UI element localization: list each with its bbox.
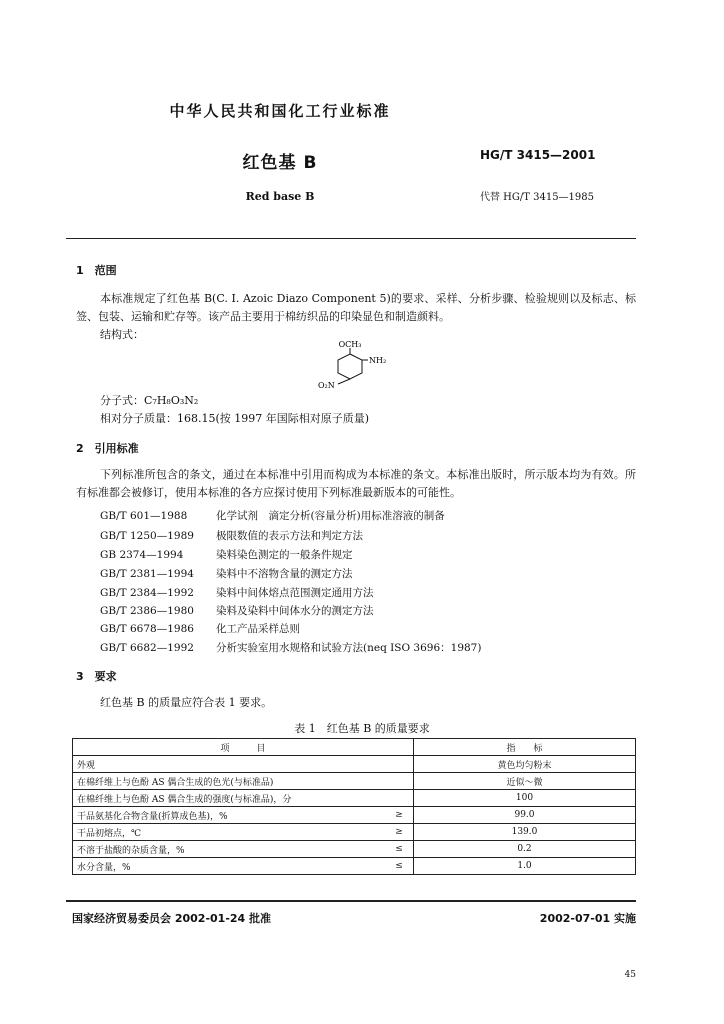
reference-title: 染料中不溶物含量的测定方法 <box>216 568 353 580</box>
table-cell-value: 黄色均匀粉末 <box>414 756 636 773</box>
table-cell-operator <box>385 756 414 773</box>
section-3-heading: 3 要求 <box>76 670 117 683</box>
standard-title: 中华人民共和国化工行业标准 <box>169 102 391 120</box>
reference-title: 分析实验室用水规格和试验方法(neq ISO 3696：1987) <box>216 642 482 654</box>
no2-bond <box>338 379 350 384</box>
table-cell-item: 干品氨基化合物含量(折算成色基)，% <box>73 807 386 824</box>
standard-code: HG/T 3415—2001 <box>480 148 596 162</box>
table-row <box>73 790 636 807</box>
reference-code: GB/T 6678—1986 <box>100 623 194 635</box>
no2-group: O₂N <box>318 381 335 390</box>
reference-item <box>100 621 300 636</box>
quality-table <box>72 738 636 875</box>
section-1-paragraph: 本标准规定了红色基 B(C. I. Azoic Diazo Component 5)的要求、采样、分析步骤、检验规则以及标志、标签、包装、运输和贮存等。该产品主要用于棉纺织品的印染显色和制造颜料。 <box>76 292 636 323</box>
table-cell-value: 100 <box>414 790 636 807</box>
table-row <box>73 807 636 824</box>
table-cell-operator <box>385 790 414 807</box>
reference-code: GB/T 2386—1980 <box>100 605 194 617</box>
nh2-group: NH₂ <box>369 356 387 365</box>
section-1-heading: 1 范围 <box>76 264 117 277</box>
table-cell-value: 99.0 <box>414 807 636 824</box>
replaces-code: 代替 HG/T 3415—1985 <box>480 192 595 203</box>
reference-item <box>100 508 445 523</box>
table-row <box>73 756 636 773</box>
molecular-mass: 相对分子质量：168.15(按 1997 年国际相对原子质量) <box>100 412 370 425</box>
table-row <box>73 858 636 875</box>
table-cell-item: 外观 <box>73 756 386 773</box>
table-cell-operator: ≤ <box>385 841 414 858</box>
section-2-heading: 2 引用标准 <box>76 442 139 455</box>
reference-title: 染料中间体熔点范围测定通用方法 <box>216 587 374 599</box>
reference-code: GB 2374—1994 <box>100 549 184 561</box>
implementation-date: 2002-07-01 实施 <box>539 912 636 925</box>
table-cell-item: 不溶于盐酸的杂质含量，% <box>73 841 386 858</box>
reference-item <box>100 566 353 581</box>
column-header-value: 指 标 <box>414 739 636 756</box>
section-2-paragraph: 下列标准所包含的条文，通过在本标准中引用而构成为本标准的条文。本标准出版时，所示版本均为有效。所有标准都会被修订，使用本标准的各方应探讨使用下列标准最新版本的可能性。 <box>76 468 636 499</box>
table-header-row <box>73 739 636 756</box>
och3-group: OCH₃ <box>338 340 362 349</box>
table-cell-value: 近似～微 <box>414 773 636 790</box>
table-row <box>73 824 636 841</box>
table-cell-value: 1.0 <box>414 858 636 875</box>
molecular-formula: 分子式：C₇H₈O₃N₂ <box>100 394 199 407</box>
document-title-cn: 红色基 B <box>242 153 318 173</box>
table-cell-operator: ≤ <box>385 858 414 875</box>
reference-code: GB/T 2384—1992 <box>100 587 194 599</box>
reference-item <box>100 585 374 600</box>
reference-item <box>100 640 481 655</box>
page-number: 45 <box>624 970 636 980</box>
table-cell-operator <box>385 773 414 790</box>
reference-item <box>100 547 353 562</box>
footer-divider <box>66 900 636 902</box>
structure-label: 结构式： <box>100 328 144 341</box>
reference-code: GB/T 601—1988 <box>100 510 188 522</box>
reference-title: 染料及染料中间体水分的测定方法 <box>216 605 374 617</box>
table-row <box>73 841 636 858</box>
reference-code: GB/T 1250—1989 <box>100 530 194 542</box>
table-cell-item: 干品初熔点，℃ <box>73 824 386 841</box>
table-cell-item: 在棉纤维上与色酚 AS 偶合生成的色光(与标准品) <box>73 773 386 790</box>
section-3-paragraph: 红色基 B 的质量应符合表 1 要求。 <box>100 696 273 709</box>
reference-title: 化工产品采样总则 <box>216 623 300 635</box>
table-cell-operator: ≥ <box>385 807 414 824</box>
column-header-item: 项 目 <box>73 739 414 756</box>
table-cell-item: 在棉纤维上与色酚 AS 偶合生成的强度(与标准品)，分 <box>73 790 386 807</box>
table-row <box>73 773 636 790</box>
reference-item <box>100 528 363 543</box>
reference-title: 化学试剂 滴定分析(容量分析)用标准溶液的制备 <box>216 510 445 522</box>
document-title-en: Red base B <box>245 190 315 203</box>
table-title: 表 1 红色基 B 的质量要求 <box>294 722 430 735</box>
reference-title: 极限数值的表示方法和判定方法 <box>216 530 363 542</box>
table-cell-value: 139.0 <box>414 824 636 841</box>
reference-code: GB/T 2381—1994 <box>100 568 194 580</box>
table-cell-item: 水分含量，% <box>73 858 386 875</box>
table-cell-operator: ≥ <box>385 824 414 841</box>
reference-title: 染料染色测定的一般条件规定 <box>216 549 353 561</box>
approval-date: 国家经济贸易委员会 2002-01-24 批准 <box>72 912 272 925</box>
header-divider <box>66 238 636 239</box>
reference-item <box>100 603 374 618</box>
table-cell-value: 0.2 <box>414 841 636 858</box>
structural-formula <box>318 340 398 390</box>
reference-code: GB/T 6682—1992 <box>100 642 194 654</box>
benzene-ring <box>338 354 362 379</box>
